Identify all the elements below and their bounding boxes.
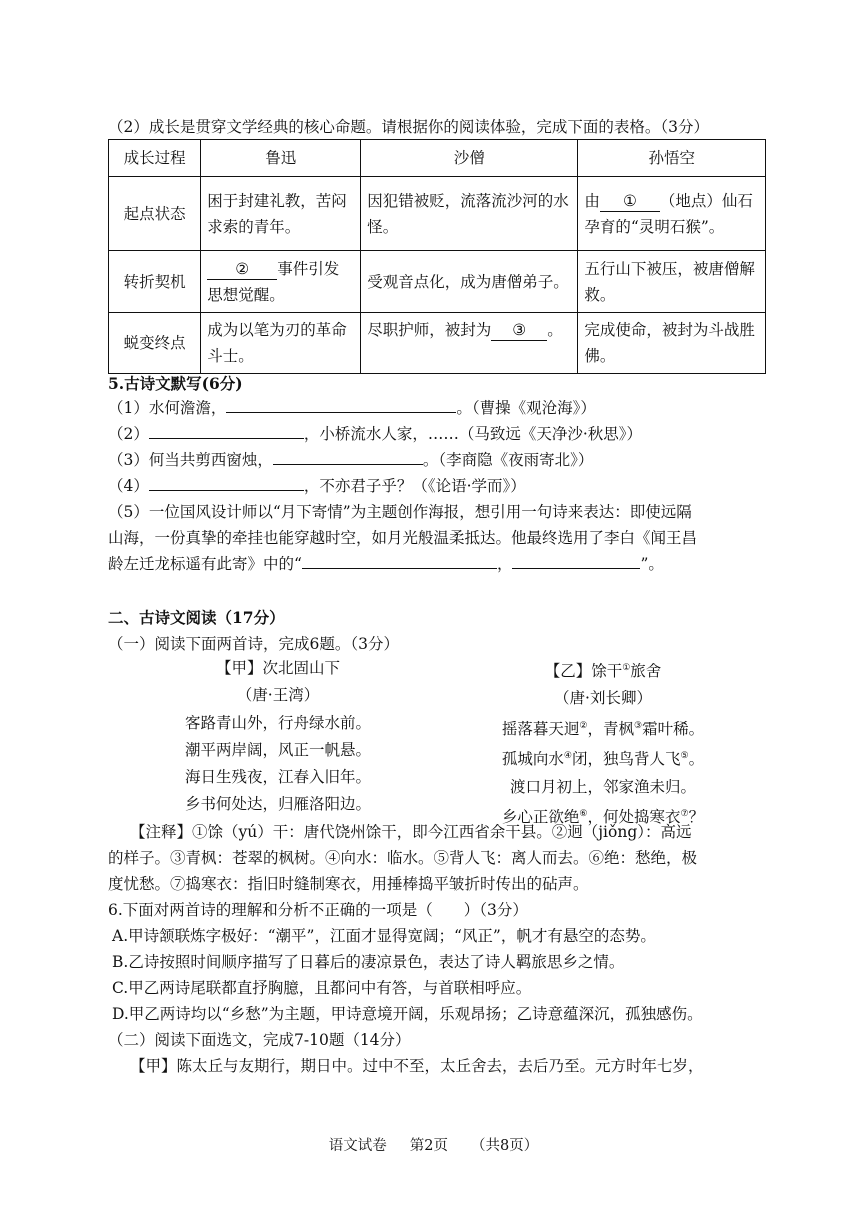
answer-blank[interactable] bbox=[149, 422, 304, 439]
table-row bbox=[109, 313, 766, 374]
cell-text: 。 bbox=[547, 321, 563, 339]
poem-a-line: 潮平两岸阔，风正一帆悬。 bbox=[184, 740, 371, 759]
line-text: （1）水何澹澹， bbox=[108, 399, 227, 417]
cell-text: 事件引发思想觉醒。 bbox=[207, 259, 340, 304]
table-cell: 受观音点化，成为唐僧弟子。 bbox=[361, 251, 578, 313]
line-text: ”。 bbox=[640, 555, 664, 573]
poem-b-line: 乡心正欲绝⑥，何处捣寒衣⑦？ bbox=[501, 808, 705, 827]
line-text: 。（曹操《观沧海》） bbox=[456, 399, 596, 417]
line-text: 。（李商隐《夜雨寄北》） bbox=[422, 451, 594, 469]
poem-b-line: 孤城向水④闭，独鸟背人飞⑤。 bbox=[501, 750, 705, 769]
poem-b-line: 摇落暮天迥②，青枫③霜叶稀。 bbox=[501, 719, 705, 738]
subsection-2-title: （二）阅读下面选文，完成7-10题（14分） bbox=[108, 1031, 411, 1049]
notes-line-1: 【注释】①馀（yú）干：唐代饶州馀干，即今江西省余干县。②迥（jiǒng）：高远 bbox=[130, 823, 692, 841]
line-text: ，不亦君子乎？（《论语·学而》） bbox=[303, 477, 526, 495]
fill-blank-3[interactable]: ③ bbox=[491, 320, 547, 341]
answer-blank[interactable] bbox=[149, 474, 304, 491]
answer-blank[interactable] bbox=[226, 396, 456, 413]
table-row bbox=[109, 251, 766, 313]
option-d[interactable]: D.甲乙两诗均以“乡愁”为主题，甲诗意境开阔，乐观昂扬；乙诗意蕴深沉，孤独感伤。 bbox=[112, 1005, 703, 1023]
cell-text: 尽职护师，被封为 bbox=[367, 321, 492, 339]
line-text: 龄左迁龙标遥有此寄》中的“ bbox=[108, 555, 302, 573]
table-cell bbox=[201, 251, 361, 313]
section-2-title: 二、古诗文阅读（17分） bbox=[108, 608, 285, 627]
poem-b bbox=[478, 655, 728, 831]
table-cell: 成为以笔为刃的革命斗士。 bbox=[201, 313, 361, 374]
table-cell: 因犯错被贬，流落流沙河的水怪。 bbox=[361, 177, 578, 251]
answer-blank[interactable] bbox=[512, 552, 640, 569]
passage-line-1: 【甲】陈太丘与友期行，期日中。过中不至，太丘舍去，去后乃至。元方时年七岁， bbox=[130, 1057, 704, 1075]
option-c[interactable]: C.甲乙两诗尾联都直抒胸臆，且都问中有答，与首联相呼应。 bbox=[112, 979, 532, 997]
line-text: （2） bbox=[108, 425, 149, 443]
poem-a-author: （唐·王湾） bbox=[236, 686, 320, 705]
question-6-stem: 6.下面对两首诗的理解和分析不正确的一项是（ ）（3分） bbox=[108, 901, 528, 919]
table-header-row bbox=[109, 140, 766, 177]
recitation-5-line-2: 山海，一份真挚的牵挂也能穿越时空，如月光般温柔抵达。他最终选用了李白《闻王昌 bbox=[108, 529, 698, 547]
poem-b-title: 【乙】馀干①旅舍 bbox=[544, 662, 662, 681]
answer-blank[interactable] bbox=[302, 552, 497, 569]
poem-a-line: 客路青山外，行舟绿水前。 bbox=[184, 713, 371, 732]
growth-table bbox=[108, 139, 766, 374]
line-text: ， bbox=[496, 555, 513, 573]
poem-a-line: 乡书何处达，归雁洛阳边。 bbox=[184, 795, 371, 814]
table-cell bbox=[578, 177, 766, 251]
option-b[interactable]: B.乙诗按照时间顺序描写了日暮后的凄凉景色，表达了诗人羁旅思乡之情。 bbox=[112, 953, 625, 971]
section-5-title: 5.古诗文默写(6分) bbox=[108, 374, 243, 393]
recitation-2 bbox=[108, 421, 642, 447]
table-cell: 五行山下被压，被唐僧解救。 bbox=[578, 251, 766, 313]
table-header: 孙悟空 bbox=[578, 140, 766, 177]
table-header: 鲁迅 bbox=[201, 140, 361, 177]
poem-b-author: （唐·刘长卿） bbox=[554, 689, 652, 708]
fill-blank-2[interactable]: ② bbox=[207, 259, 277, 280]
cell-text: （地点）仙石孕育的“灵明石猴”。 bbox=[584, 191, 753, 236]
recitation-3 bbox=[108, 447, 593, 473]
poem-a bbox=[158, 655, 398, 819]
footer-subject: 语文试卷 bbox=[328, 1138, 387, 1154]
answer-blank[interactable] bbox=[273, 448, 423, 465]
table-cell: 完成使命，被封为斗战胜佛。 bbox=[578, 313, 766, 374]
recitation-5-line-3 bbox=[108, 551, 664, 577]
line-text: ，小桥流水人家，……（马致远《天净沙·秋思》） bbox=[303, 425, 643, 443]
stage-cell: 起点状态 bbox=[109, 177, 201, 251]
notes-line-3: 度忧愁。⑦捣寒衣：指旧时缝制寒衣，用捶棒捣平皱折时传出的砧声。 bbox=[108, 875, 589, 893]
poem-a-line: 海日生残夜，江春入旧年。 bbox=[184, 768, 371, 787]
option-a[interactable]: A.甲诗颔联炼字极好：“潮平”，江面才显得宽阔；“风正”，帆才有悬空的态势。 bbox=[112, 927, 656, 945]
table-header: 沙僧 bbox=[361, 140, 578, 177]
line-text: （4） bbox=[108, 477, 149, 495]
page-footer bbox=[0, 1134, 867, 1155]
subsection-1-title: （一）阅读下面两首诗，完成6题。（3分） bbox=[108, 635, 399, 653]
table-row bbox=[109, 177, 766, 251]
footer-page: 第2页 bbox=[409, 1138, 448, 1154]
poem-b-line: 渡口月初上，邻家渔未归。 bbox=[509, 777, 696, 796]
stage-cell: 转折契机 bbox=[109, 251, 201, 313]
table-cell: 困于封建礼教，苦闷求索的青年。 bbox=[201, 177, 361, 251]
recitation-1 bbox=[108, 395, 596, 421]
cell-text: 由 bbox=[584, 191, 600, 210]
footer-total: （共8页） bbox=[471, 1138, 539, 1154]
line-text: （3）何当共剪西窗烛， bbox=[108, 451, 273, 469]
table-cell bbox=[361, 313, 578, 374]
fill-blank-1[interactable]: ① bbox=[600, 191, 660, 212]
recitation-4 bbox=[108, 473, 526, 499]
poem-a-title: 【甲】次北固山下 bbox=[215, 659, 340, 677]
stage-cell: 蜕变终点 bbox=[109, 313, 201, 374]
question-2-intro: （2）成长是贯穿文学经典的核心命题。请根据你的阅读体验，完成下面的表格。（3分） bbox=[108, 118, 709, 136]
table-header: 成长过程 bbox=[109, 140, 201, 177]
recitation-5-line-1: （5）一位国风设计师以“月下寄情”为主题创作海报，想引用一句诗来表达：即使远隔 bbox=[108, 503, 692, 521]
notes-line-2: 的样子。③青枫：苍翠的枫树。④向水：临水。⑤背人飞：离人而去。⑥绝：愁绝，极 bbox=[108, 849, 698, 867]
